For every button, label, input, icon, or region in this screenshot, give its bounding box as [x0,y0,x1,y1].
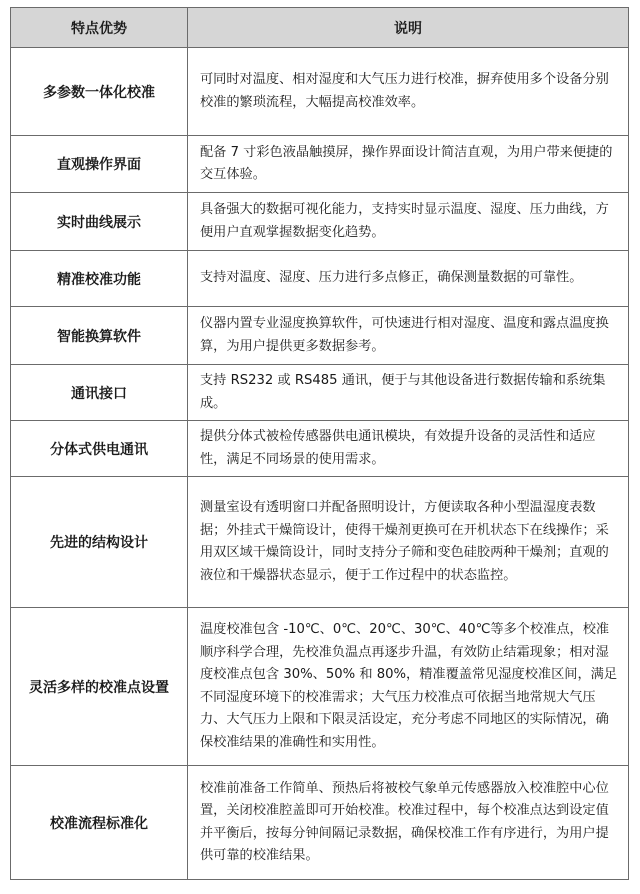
table-row [11,307,629,365]
description-cell: 可同时对温度、相对湿度和大气压力进行校准，摒弃使用多个设备分别校准的繁琐流程，大幅提高校准效率。 [188,48,629,136]
description-cell: 测量室设有透明窗口并配备照明设计，方便读取各种小型温湿度表数据；外挂式干燥筒设计，使得干燥剂更换可在开机状态下在线操作；采用双区域干燥筒设计，同时支持分子筛和变色硅胶两种干燥剂；直观的液位和干燥器状态显示，便于工作过程中的状态监控。 [188,477,629,608]
feature-cell: 通讯接口 [11,365,188,421]
table-row [11,193,629,251]
description-cell: 仪器内置专业湿度换算软件，可快速进行相对湿度、温度和露点温度换算，为用户提供更多数据参考。 [188,307,629,365]
table-header-row [11,8,629,48]
description-cell: 支持对温度、湿度、压力进行多点修正，确保测量数据的可靠性。 [188,251,629,307]
table-row [11,421,629,477]
feature-cell: 实时曲线展示 [11,193,188,251]
table-row [11,251,629,307]
description-cell: 配备 7 寸彩色液晶触摸屏，操作界面设计简洁直观，为用户带来便捷的交互体验。 [188,136,629,193]
description-cell: 具备强大的数据可视化能力，支持实时显示温度、湿度、压力曲线，方便用户直观掌握数据变化趋势。 [188,193,629,251]
header-feature: 特点优势 [11,8,188,48]
feature-cell: 灵活多样的校准点设置 [11,608,188,766]
feature-cell: 精准校准功能 [11,251,188,307]
description-cell: 支持 RS232 或 RS485 通讯，便于与其他设备进行数据传输和系统集成。 [188,365,629,421]
table-row [11,48,629,136]
header-description: 说明 [188,8,629,48]
feature-cell: 智能换算软件 [11,307,188,365]
description-cell: 温度校准包含 -10℃、0℃、20℃、30℃、40℃等多个校准点，校准顺序科学合理，先校准负温点再逐步升温，有效防止结霜现象；相对湿度校准点包含 30%、50% 和 80%，精准覆盖常见湿度校准区间，满足不同湿度环境下的校准需求；大气压力校准点可依据当地常规大气压力、大气压力上限和下限灵活设定，充分考虑不同地区的实际情况，确保校准结果的准确性和实用性。 [188,608,629,766]
table-row [11,365,629,421]
feature-cell: 校准流程标准化 [11,766,188,880]
table-row [11,766,629,880]
feature-cell: 先进的结构设计 [11,477,188,608]
feature-cell: 分体式供电通讯 [11,421,188,477]
table-row [11,136,629,193]
table-row [11,477,629,608]
table-row [11,608,629,766]
description-cell: 校准前准备工作简单、预热后将被校气象单元传感器放入校准腔中心位置，关闭校准腔盖即可开始校准。校准过程中，每个校准点达到设定值并平衡后，按每分钟间隔记录数据，确保校准工作有序进行，为用户提供可靠的校准结果。 [188,766,629,880]
feature-cell: 直观操作界面 [11,136,188,193]
description-cell: 提供分体式被检传感器供电通讯模块，有效提升设备的灵活性和适应性，满足不同场景的使用需求。 [188,421,629,477]
features-table [10,7,629,880]
feature-cell: 多参数一体化校准 [11,48,188,136]
